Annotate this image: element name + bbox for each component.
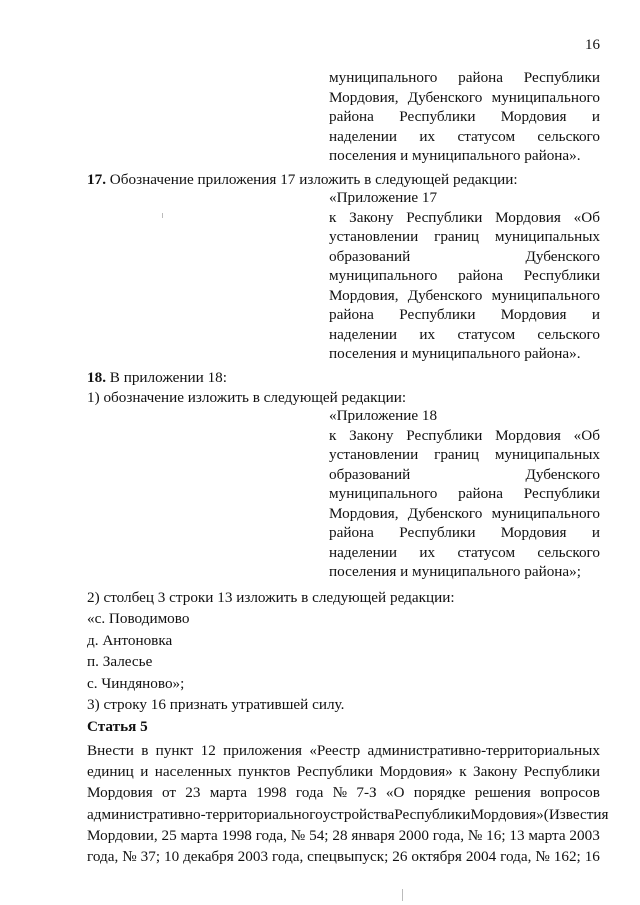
word: муниципальных: [494, 446, 600, 463]
word: единиц: [87, 763, 134, 781]
text-line: [329, 484, 600, 504]
word: Мордовия,: [329, 88, 399, 106]
text-line: [87, 761, 600, 782]
word: №: [332, 784, 348, 802]
word: Закону: [473, 763, 518, 781]
word: Мордовии,: [87, 826, 158, 844]
text-line: [329, 344, 600, 364]
text-line: [329, 208, 600, 228]
word: Мордовия: [500, 306, 567, 323]
article-title: Статья 5: [87, 718, 148, 735]
word: статусом: [457, 127, 516, 145]
word: сельского: [537, 543, 600, 561]
word: муниципального: [329, 485, 438, 502]
word: к: [329, 426, 337, 444]
text-line: [329, 127, 600, 147]
text-line: [329, 504, 600, 524]
word: 37;: [140, 847, 161, 865]
text-line: [329, 523, 600, 543]
word: марта: [180, 826, 218, 844]
word: поселения и муниципального района»;: [329, 563, 581, 580]
list-item: д. Антоновка: [87, 631, 173, 649]
word: пунктов: [238, 763, 291, 781]
word: решения: [474, 784, 531, 802]
word: муниципального: [491, 504, 600, 522]
scan-mark: [162, 213, 163, 218]
text-line: [329, 406, 600, 426]
text-line: [329, 445, 600, 465]
word: №: [535, 847, 550, 865]
word: января: [351, 826, 395, 844]
list-item: п. Залесье: [87, 653, 153, 671]
word: 2000: [398, 826, 429, 844]
word: вопросов: [540, 784, 600, 802]
page-number: 16: [585, 37, 600, 53]
word: Республики: [406, 208, 483, 226]
text-line: [329, 325, 600, 345]
text-line: [329, 247, 600, 267]
text-line: [87, 804, 609, 825]
word: Мордовия,: [329, 504, 399, 522]
word: Республики: [406, 426, 483, 444]
appendix-18-caption: [329, 406, 600, 582]
word: Дубенского: [407, 504, 483, 522]
word: в: [141, 742, 149, 759]
word: устройства: [322, 805, 395, 823]
word: 23: [185, 784, 201, 802]
word: границ: [434, 446, 480, 463]
word: Республики: [399, 524, 476, 541]
appendix-caption-continuation: [329, 68, 600, 166]
word: района: [458, 69, 504, 86]
word: наделении: [329, 127, 398, 145]
word: к: [459, 763, 467, 781]
text-line: [329, 88, 600, 108]
word: Дубенского: [525, 465, 600, 483]
item-18-text: В приложении 18:: [109, 369, 227, 386]
text-line: [329, 543, 600, 563]
word: 13: [509, 826, 525, 844]
word: «Реестр: [309, 742, 361, 759]
word: «Приложение 17: [329, 189, 438, 206]
text-line: [329, 465, 600, 485]
article-5-paragraph: [87, 740, 609, 867]
word: №: [122, 847, 137, 865]
word: «Об: [573, 426, 600, 444]
scan-mark: [402, 889, 403, 901]
word: спецвыпуск;: [307, 847, 389, 865]
text-line: [329, 227, 600, 247]
word: и: [591, 108, 600, 125]
word: Республики: [399, 306, 476, 323]
word: статусом: [457, 325, 516, 343]
word: Республики: [523, 267, 600, 284]
word: к: [329, 208, 337, 226]
item-17-number: 17.: [87, 171, 106, 188]
word: и: [591, 306, 600, 323]
word: Мордовия»: [470, 805, 544, 823]
item-17-text: Обозначение приложения 17 изложить в следующей редакции:: [109, 171, 518, 188]
text-line: [329, 562, 600, 582]
word: муниципального: [491, 88, 600, 106]
word: установлении: [329, 446, 419, 463]
text-line: [329, 188, 600, 208]
word: года,: [500, 847, 532, 865]
word: 16: [584, 847, 600, 865]
word: марта: [528, 826, 566, 844]
word: населенных: [154, 763, 232, 781]
word: года,: [432, 826, 465, 844]
word: 2003: [237, 847, 269, 865]
text-line: [329, 68, 600, 88]
word: Мордовия: [87, 784, 153, 802]
word: Республики: [399, 108, 476, 125]
word: Мордовия: [495, 208, 561, 226]
word: марта: [209, 784, 247, 802]
word: приложения: [223, 742, 303, 759]
word: района: [458, 267, 504, 284]
word: 7-З: [356, 784, 377, 802]
word: 2004: [465, 847, 497, 865]
word: года: [295, 784, 324, 802]
word: от: [161, 784, 177, 802]
word: (Известия: [543, 805, 609, 823]
word: пункт: [155, 742, 194, 759]
word: района: [329, 306, 374, 323]
word: образований: [329, 247, 411, 265]
word: Закону: [349, 426, 394, 444]
word: Дубенского: [407, 88, 483, 106]
word: года,: [271, 847, 304, 865]
word: 12: [200, 742, 216, 759]
text-line: [87, 782, 600, 803]
item-17: [87, 172, 518, 187]
word: порядке: [413, 784, 466, 802]
word: района: [329, 524, 374, 541]
word: сельского: [537, 325, 600, 343]
word: наделении: [329, 543, 398, 561]
word: Мордовия: [500, 108, 567, 125]
item-18-sub-1: 1) обозначение изложить в следующей редакции:: [87, 389, 407, 406]
word: Мордовия,: [329, 286, 399, 304]
word: района: [458, 485, 504, 502]
text-line: [329, 146, 600, 166]
word: границ: [434, 228, 480, 245]
item-18-number: 18.: [87, 369, 106, 386]
word: года,: [87, 847, 119, 865]
word: «Приложение 18: [329, 407, 438, 424]
appendix-17-caption: [329, 188, 600, 364]
word: Мордовия: [500, 524, 567, 541]
word: муниципального: [329, 267, 438, 284]
text-line: [329, 266, 600, 286]
word: года,: [255, 826, 287, 844]
word: Внести: [87, 742, 134, 759]
word: наделении: [329, 325, 398, 343]
word: района: [329, 108, 374, 125]
word: Республики: [523, 485, 600, 502]
word: административно-территориальных: [367, 742, 600, 759]
word: 25: [161, 826, 177, 844]
word: Закону: [349, 208, 394, 226]
word: 2003: [569, 826, 600, 844]
word: октября: [411, 847, 462, 865]
word: Дубенского: [407, 286, 483, 304]
word: поселения и муниципального района».: [329, 345, 581, 362]
list-item: 2) столбец 3 строки 13 изложить в следующей редакции:: [87, 589, 455, 606]
word: 16;: [486, 826, 506, 844]
word: «О: [385, 784, 405, 802]
word: 28: [332, 826, 348, 844]
text-line: [87, 740, 600, 761]
word: Республики: [296, 763, 374, 781]
word: Мордовия»: [379, 763, 453, 781]
word: Республики: [394, 805, 471, 823]
amendment-list: [87, 587, 455, 715]
word: административно-территориального: [87, 805, 323, 823]
text-line: [329, 305, 600, 325]
word: установлении: [329, 228, 419, 245]
word: Мордовия: [495, 426, 561, 444]
word: Республики: [523, 763, 600, 781]
word: Республики: [523, 69, 600, 86]
item-18: [87, 370, 227, 385]
word: «Об: [573, 208, 600, 226]
word: муниципального: [491, 286, 600, 304]
text-line: [87, 846, 600, 867]
text-line: [329, 426, 600, 446]
word: 1998: [256, 784, 287, 802]
word: декабря: [183, 847, 234, 865]
word: муниципальных: [494, 228, 600, 245]
word: 1998: [221, 826, 252, 844]
word: 54;: [309, 826, 329, 844]
list-item: 3) строку 16 признать утратившей силу.: [87, 695, 345, 713]
list-item: с. Чиндяново»;: [87, 674, 185, 692]
word: №: [290, 826, 306, 844]
word: их: [419, 127, 436, 145]
text-line: [329, 107, 600, 127]
word: и: [591, 524, 600, 541]
word: статусом: [457, 543, 516, 561]
word: 162;: [553, 847, 581, 865]
word: и: [140, 763, 149, 781]
word: их: [419, 543, 436, 561]
word: их: [419, 325, 436, 343]
word: Дубенского: [525, 247, 600, 265]
word: №: [467, 826, 483, 844]
word: 26: [392, 847, 408, 865]
text-line: [87, 825, 600, 846]
word: поселения и муниципального района».: [329, 147, 581, 164]
word: муниципального: [329, 69, 438, 86]
text-line: [329, 286, 600, 306]
list-item: «с. Поводимово: [87, 610, 190, 628]
word: сельского: [537, 127, 600, 145]
word: 10: [163, 847, 180, 865]
word: образований: [329, 465, 411, 483]
